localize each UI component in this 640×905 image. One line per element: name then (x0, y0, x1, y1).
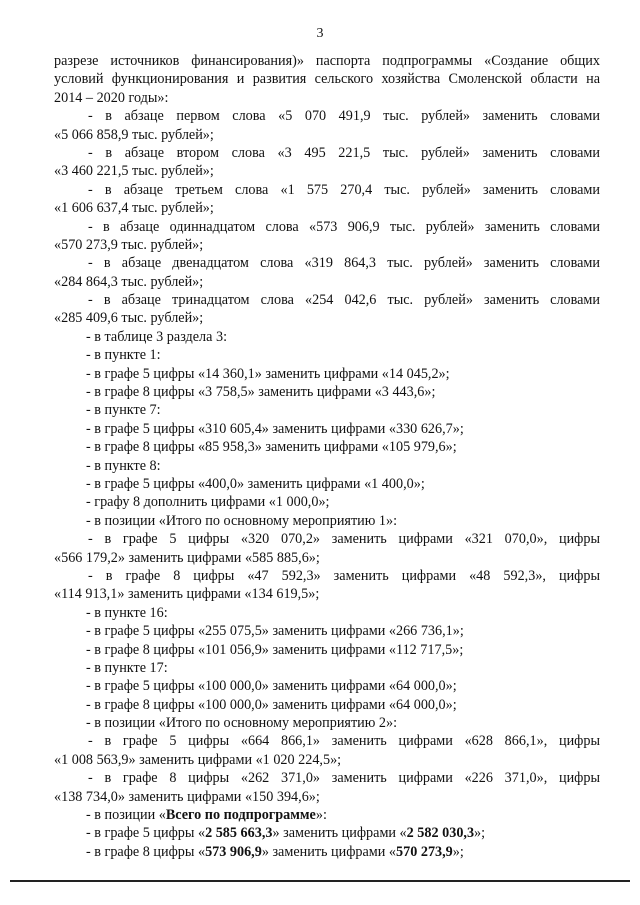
text-line: «1 606 637,4 тыс. рублей»; (54, 200, 214, 217)
text-span: »; (452, 843, 464, 860)
text-line: «285 409,6 тыс. рублей»; (54, 310, 204, 327)
text-line: - в таблице 3 раздела 3: (86, 328, 228, 345)
text-line (54, 843, 600, 861)
text-line: - в графе 5 цифры «664 866,1» заменить цифрами «628 866,1», цифры (88, 733, 600, 750)
text-line: «3 460 221,5 тыс. рублей»; (54, 163, 214, 180)
document-body (54, 52, 600, 861)
text-span: - в графе 8 цифры « (86, 843, 206, 860)
text-line: - в абзаце первом слова «5 070 491,9 тыс. рублей» заменить словами (88, 108, 600, 125)
bold-text: 573 906,9 (205, 843, 262, 860)
text-line: «138 734,0» заменить цифрами «150 394,6»; (54, 788, 320, 805)
bold-text: 2 582 030,3 (406, 825, 475, 842)
text-line: - в графе 8 цифры «3 758,5» заменить цифрами «3 443,6»; (86, 384, 436, 401)
text-line: условий функционирования и развития сельского хозяйства Смоленской области на (54, 71, 600, 88)
text-line (54, 824, 600, 842)
text-line: - в пункте 8: (86, 457, 161, 474)
bold-text: 570 273,9 (396, 843, 453, 860)
text-line: - в графе 8 цифры «101 056,9» заменить цифрами «112 717,5»; (86, 641, 464, 658)
text-line: - в абзаце втором слова «3 495 221,5 тыс. рублей» заменить словами (88, 144, 600, 161)
bold-text: 2 585 663,3 (205, 825, 273, 842)
text-span: »; (474, 825, 486, 842)
text-span: - в графе 5 цифры « (86, 825, 206, 842)
text-line: - в пункте 1: (86, 347, 161, 364)
text-line: - в абзаце третьем слова «1 575 270,4 тыс. рублей» заменить словами (88, 181, 600, 198)
text-line: - в графе 5 цифры «255 075,5» заменить цифрами «266 736,1»; (86, 623, 464, 640)
text-span: » заменить цифрами « (272, 825, 407, 842)
text-line: - в позиции «Итого по основному мероприятию 2»: (86, 715, 398, 732)
text-line (54, 806, 600, 824)
text-line: - в графе 8 цифры «47 592,3» заменить цифрами «48 592,3», цифры (88, 567, 600, 584)
text-line: «5 066 858,9 тыс. рублей»; (54, 126, 214, 143)
text-span: »: (315, 807, 327, 824)
text-line: - в абзаце двенадцатом слова «319 864,3 тыс. рублей» заменить словами (88, 255, 600, 272)
text-line: - в графе 8 цифры «85 958,3» заменить цифрами «105 979,6»; (86, 439, 457, 456)
text-line: 2014 – 2020 годы»: (54, 89, 169, 106)
text-line: - в пункте 16: (86, 604, 168, 621)
text-line: «284 864,3 тыс. рублей»; (54, 273, 204, 290)
text-line: - графу 8 дополнить цифрами «1 000,0»; (86, 494, 330, 511)
text-line: - в графе 5 цифры «14 360,1» заменить цифрами «14 045,2»; (86, 365, 450, 382)
text-line: - в пункте 7: (86, 402, 161, 419)
text-line: - в графе 8 цифры «262 371,0» заменить цифрами «226 371,0», цифры (88, 770, 600, 787)
footer-divider (10, 880, 630, 882)
text-line: «1 008 563,9» заменить цифрами «1 020 224,5»; (54, 751, 342, 768)
page-number: 3 (316, 26, 324, 41)
text-line: - в графе 5 цифры «100 000,0» заменить цифрами «64 000,0»; (86, 678, 457, 695)
text-span: - в позиции « (86, 807, 166, 824)
text-line: - в абзаце одиннадцатом слова «573 906,9 тыс. рублей» заменить словами (88, 218, 600, 235)
text-line: - в графе 5 цифры «320 070,2» заменить цифрами «321 070,0», цифры (88, 531, 600, 548)
text-line: - в графе 8 цифры «100 000,0» заменить цифрами «64 000,0»; (86, 696, 457, 713)
bold-text: Всего по подпрограмме (165, 807, 316, 824)
text-line: «114 913,1» заменить цифрами «134 619,5»; (54, 586, 320, 603)
text-span: » заменить цифрами « (261, 843, 397, 860)
text-line: «566 179,2» заменить цифрами «585 885,6»; (54, 549, 320, 566)
text-line: - в абзаце тринадцатом слова «254 042,6 тыс. рублей» заменить словами (88, 292, 600, 309)
text-line: - в позиции «Итого по основному мероприятию 1»: (86, 512, 398, 529)
text-line: - в графе 5 цифры «310 605,4» заменить цифрами «330 626,7»; (86, 420, 464, 437)
text-line: «570 273,9 тыс. рублей»; (54, 236, 204, 253)
text-line: разрезе источников финансирования)» паспорта подпрограммы «Создание общих (54, 53, 600, 69)
text-line: - в пункте 17: (86, 659, 168, 676)
text-line: - в графе 5 цифры «400,0» заменить цифрами «1 400,0»; (86, 475, 425, 492)
